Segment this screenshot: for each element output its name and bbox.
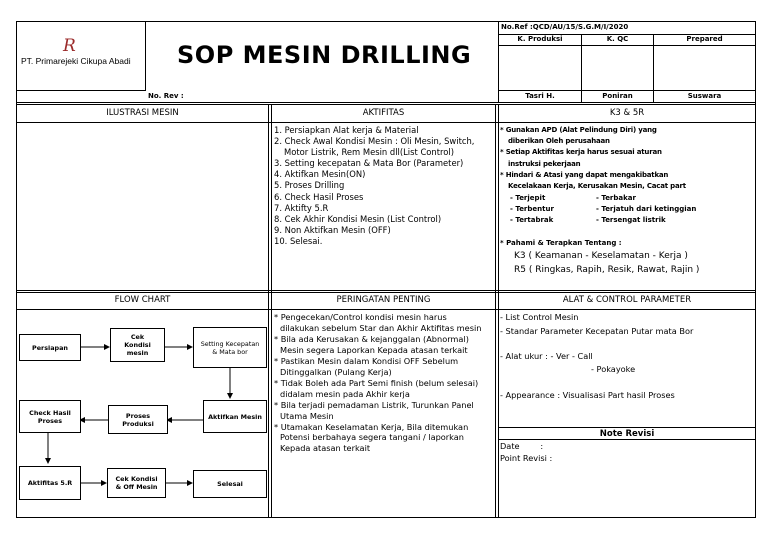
hazard-item: - Terjepit bbox=[510, 194, 546, 202]
hazard-item: - Terjatuh dari ketinggian bbox=[596, 205, 697, 214]
section-aktifitas: AKTIFITAS bbox=[362, 108, 405, 118]
list-item: 10. Selesai. bbox=[274, 235, 323, 246]
list-item: * Utamakan Keselamatan Kerja, Bila ditemukan bbox=[274, 421, 469, 432]
list-item: 7. Aktifty 5.R bbox=[274, 202, 329, 213]
flow-selesai: Selesai bbox=[193, 470, 267, 498]
k3-paham: * Pahami & Terapkan Tentang : bbox=[500, 239, 622, 247]
list-item: 2. Check Awal Kondisi Mesin : Oli Mesin, Switch, bbox=[274, 136, 475, 147]
section-k3: K3 & 5R bbox=[609, 108, 645, 118]
list-item: * Bila ada Kerusakan & kejanggalan (Abnormal) bbox=[274, 333, 469, 344]
signature-role-qc: K. QC bbox=[606, 35, 629, 43]
hazard-item: - Terbakar bbox=[596, 194, 636, 202]
list-item: didalam mesin pada Akhir kerja bbox=[280, 388, 410, 399]
list-item: instruksi pekerjaan bbox=[508, 159, 581, 168]
list-item: dilakukan sebelum Star dan Akhir Aktifitas mesin bbox=[280, 322, 482, 333]
alat-standar: - Standar Parameter Kecepatan Putar mata Bor bbox=[500, 326, 694, 336]
list-item: diberikan Oleh perusahaan bbox=[508, 137, 610, 146]
list-item: * Tidak Boleh ada Part Semi finish (belum selesai) bbox=[274, 377, 479, 388]
page-title: SOP MESIN DRILLING bbox=[177, 41, 472, 69]
list-item: 6. Check Hasil Proses bbox=[274, 191, 364, 202]
flow-persiapan: Persiapan bbox=[19, 334, 81, 361]
list-item: * Gunakan APD (Alat Pelindung Diri) yang bbox=[500, 126, 657, 134]
section-alat: ALAT & CONTROL PARAMETER bbox=[562, 295, 692, 305]
list-item: Potensi berbahaya segera tangani / laporkan bbox=[280, 432, 464, 443]
flow-cek-akhir: Cek Kondisi & Off Mesin bbox=[107, 468, 166, 498]
section-flowchart: FLOW CHART bbox=[114, 295, 171, 305]
company-logo: R bbox=[63, 36, 76, 56]
flow-setting: Setting Kecepatan & Mata bor bbox=[193, 327, 267, 368]
list-item: * Pengecekan/Control kondisi mesin harus bbox=[274, 312, 447, 322]
flow-check-hasil: Check Hasil Proses bbox=[19, 400, 81, 433]
hazard-item: - Terbentur bbox=[510, 205, 554, 214]
list-item: Motor Listrik, Rem Mesin dll(List Control) bbox=[284, 147, 454, 158]
list-item: 9. Non Aktifkan Mesin (OFF) bbox=[274, 224, 391, 235]
hazard-item: - Tersengat listrik bbox=[596, 216, 666, 225]
signature-role-prepared: Prepared bbox=[686, 35, 723, 43]
alat-list-control: - List Control Mesin bbox=[500, 312, 579, 322]
section-ilustrasi: ILUSTRASI MESIN bbox=[106, 108, 179, 118]
note-revisi-title: Note Revisi bbox=[599, 429, 655, 439]
k3-keamanan: K3 ( Keamanan - Keselamatan - Kerja ) bbox=[514, 251, 688, 261]
signature-name-qc: Poniran bbox=[602, 92, 633, 100]
list-item: * Setiap Aktifitas kerja harus sesuai aturan bbox=[500, 148, 662, 157]
signature-role-produksi: K. Produksi bbox=[517, 35, 563, 43]
flow-aktifitas-5r: Aktifitas 5.R bbox=[19, 466, 81, 500]
list-item: Utama Mesin bbox=[280, 410, 334, 421]
list-item: * Bila terjadi pemadaman Listrik, Turunkan Panel bbox=[274, 399, 474, 410]
k3-r5: R5 ( Ringkas, Rapih, Resik, Rawat, Rajin ) bbox=[514, 265, 700, 275]
list-item: * Hindari & Atasi yang dapat mengakibatkan bbox=[500, 170, 669, 179]
flow-cek-kondisi: Cek Kondisi mesin bbox=[110, 328, 165, 362]
list-item: Kecelakaan Kerja, Kerusakan Mesin, Cacat part bbox=[508, 182, 686, 191]
list-item: Mesin segera Laporkan Kepada atasan terkait bbox=[280, 344, 468, 355]
list-item: * Pastikan Mesin dalam Kondisi OFF Sebelum bbox=[274, 355, 459, 366]
no-ref: No.Ref :QCD/AU/15/S.G.M/I/2020 bbox=[501, 23, 629, 31]
list-item: 8. Cek Akhir Kondisi Mesin (List Control) bbox=[274, 213, 442, 224]
list-item: Kepada atasan terkait bbox=[280, 443, 371, 454]
list-item: 1. Persiapkan Alat kerja & Material bbox=[274, 125, 419, 135]
note-point-revisi: Point Revisi : bbox=[500, 453, 553, 463]
note-date: Date : bbox=[500, 441, 544, 451]
peringatan-list bbox=[274, 312, 481, 454]
list-item: Ditinggalkan (Pulang Kerja) bbox=[280, 366, 392, 377]
hazard-item: - Tertabrak bbox=[510, 216, 554, 225]
signature-name-produksi: Tasri H. bbox=[525, 92, 555, 100]
alat-pokayoke: - Pokayoke bbox=[591, 364, 636, 374]
signature-name-prepared: Suswara bbox=[687, 92, 722, 100]
list-item: 5. Proses Drilling bbox=[274, 180, 345, 191]
list-item: 4. Aktifkan Mesin(ON) bbox=[274, 169, 366, 180]
company-name: PT. Primarejeki Cikupa Abadi bbox=[21, 56, 131, 66]
list-item: 3. Setting kecepatan & Mata Bor (Parameter) bbox=[274, 158, 464, 169]
alat-ukur: - Alat ukur : - Ver - Call bbox=[500, 351, 593, 361]
flow-proses: Proses Produksi bbox=[108, 405, 168, 434]
flow-aktifkan: Aktifkan Mesin bbox=[203, 400, 267, 433]
no-rev-label: No. Rev : bbox=[148, 92, 184, 100]
section-peringatan: PERINGATAN PENTING bbox=[336, 295, 431, 305]
alat-appearance: - Appearance : Visualisasi Part hasil Proses bbox=[500, 390, 675, 400]
